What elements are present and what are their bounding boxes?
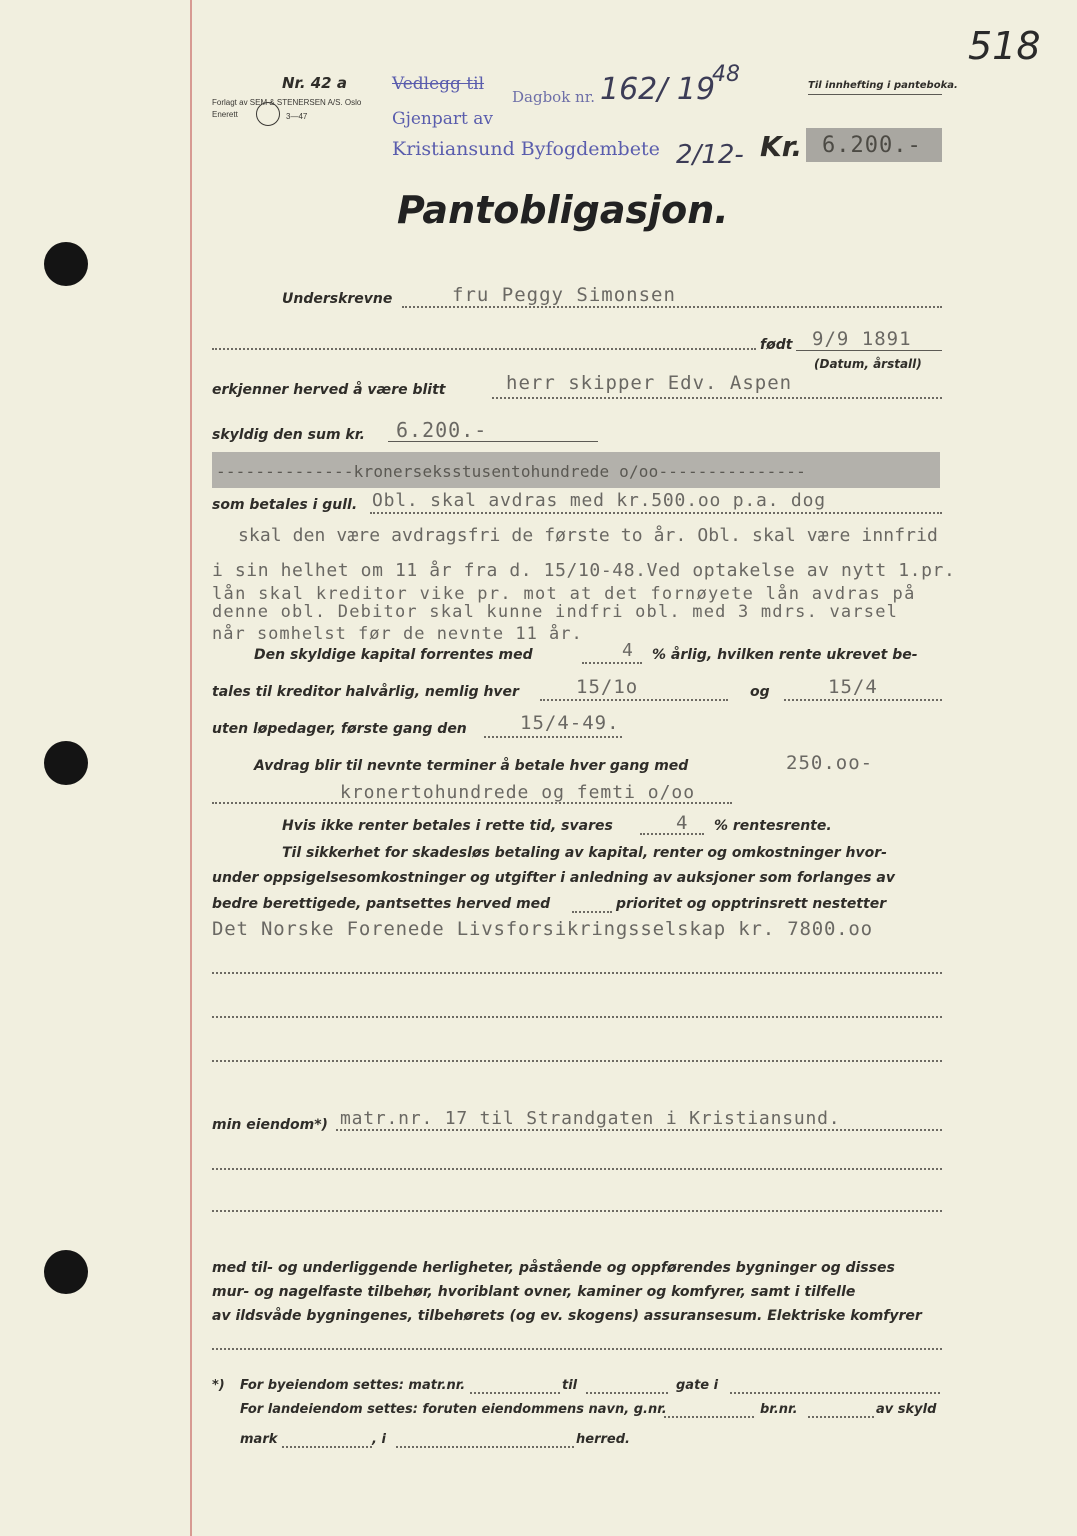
penalty-text: Hvis ikke renter betales i rette tid, svares: [282, 818, 613, 834]
footnote-text: For landeiendom settes: foruten eiendommens navn, g.nr.: [240, 1402, 667, 1417]
footnote-text: , i: [372, 1432, 386, 1447]
footnote-line: [808, 1416, 874, 1418]
blank-line: [212, 1348, 942, 1350]
terms-line: i sin helhet om 11 år fra d. 15/10-48.Ved optakelse av nytt 1.pr.: [212, 560, 956, 581]
gold-value: Obl. skal avdras med kr.500.oo p.a. dog: [372, 490, 826, 511]
halfyear-text: tales til kreditor halvårlig, nemlig hver: [212, 684, 519, 700]
halfyear-og: og: [750, 684, 770, 700]
page-number: 518: [968, 24, 1041, 68]
security-line: bedre berettigede, pantsettes herved med: [212, 896, 551, 912]
blank-line: [212, 1210, 942, 1212]
priority-text: prioritet og opptrinsrett nestetter: [616, 896, 887, 912]
undersigned-line: [402, 306, 942, 308]
punch-hole: [44, 741, 88, 785]
dagbok-label: Dagbok nr.: [512, 88, 596, 106]
terms-line: skal den være avdragsfri de første to år. Obl. skal være innfrid: [238, 525, 938, 546]
terms-line: når somhelst før de nevnte 11 år.: [212, 624, 583, 644]
gold-label: som betales i gull.: [212, 497, 358, 513]
publisher-enerett: Enerett: [212, 110, 238, 119]
halfyear-date1: 15/1o: [576, 676, 639, 698]
footnote-marker: *): [212, 1378, 225, 1393]
halfyear-line1: [540, 699, 728, 701]
sum-label: skyldig den sum kr.: [212, 427, 365, 443]
footnote-line: [586, 1392, 668, 1394]
terms-line: lån skal kreditor vike pr. mot at det fornøyete lån avdras på: [212, 584, 916, 604]
kr-label: Kr.: [760, 130, 803, 163]
interest-line: [582, 662, 642, 664]
footnote-text: gate i: [676, 1378, 719, 1393]
page-title: Pantobligasjon.: [397, 188, 729, 232]
closing-line: av ildsvåde bygningenes, tilbehørets (og ev. skogens) assuransesum. Elektriske komfyrer: [212, 1308, 922, 1324]
stamp-gjenpart: Gjenpart av: [392, 109, 493, 129]
terms-line: denne obl. Debitor skal kunne indfri obl. med 3 mdrs. varsel: [212, 602, 899, 622]
sum-value: 6.200.-: [396, 418, 488, 442]
penalty-value: 4: [676, 812, 689, 834]
publisher-seal-icon: [256, 102, 280, 126]
footnote-text: herred.: [576, 1432, 630, 1447]
creditor-value: herr skipper Edv. Aspen: [506, 372, 793, 394]
penalty-line: [640, 833, 704, 835]
footnote-text: av skyld: [876, 1402, 937, 1417]
avdrag-text: Avdrag blir til nevnte terminer å betale hver gang med: [254, 758, 689, 774]
born-hint: (Datum, årstall): [814, 357, 922, 371]
closing-line: med til- og underliggende herligheter, påstående og oppførendes bygninger og disses: [212, 1260, 895, 1276]
property-line: [336, 1129, 942, 1131]
undersigned-value: fru Peggy Simonsen: [452, 284, 676, 306]
stamp-vedlegg: Vedlegg til: [392, 74, 485, 94]
penalty-text-post: % rentesrente.: [714, 818, 832, 834]
blank-line: [212, 1060, 942, 1062]
blank-line: [212, 972, 942, 974]
header-note: Til innhefting i panteboka.: [808, 80, 958, 91]
first-line: [484, 736, 622, 738]
stamp-office: Kristiansund Byfogdembete: [392, 138, 660, 160]
avdrag-value: 250.oo-: [786, 752, 874, 774]
footnote-line: [470, 1392, 560, 1394]
footnote-line: [282, 1446, 372, 1448]
prior-lien-text: Det Norske Forenede Livsforsikringsselskap kr. 7800.oo: [212, 918, 873, 940]
born-line: [796, 350, 942, 351]
publisher-date: 3—47: [286, 112, 308, 121]
interest-text-post: % årlig, hvilken rente ukrevet be-: [652, 647, 918, 663]
footnote-text: til: [562, 1378, 578, 1393]
halfyear-line2: [784, 699, 942, 701]
halfyear-date2: 15/4: [828, 676, 878, 698]
dagbok-number: 162/ 19: [600, 72, 716, 107]
security-line: Til sikkerhet for skadesløs betaling av kapital, renter og omkostninger hvor-: [282, 845, 887, 861]
first-value: 15/4-49.: [520, 712, 620, 734]
avdrag-words-line: [212, 802, 732, 804]
property-label: min eiendom*): [212, 1117, 328, 1133]
creditor-label: erkjenner herved å være blitt: [212, 382, 446, 398]
header-note-underline: [808, 94, 942, 95]
punch-hole: [44, 1250, 88, 1294]
security-line: under oppsigelsesomkostninger og utgifter i anledning av auksjoner som forlanges av: [212, 870, 895, 886]
blank-line: [212, 1016, 942, 1018]
stamp-date: 2/12-: [676, 140, 744, 170]
interest-text: Den skyldige kapital forrentes med: [254, 647, 533, 663]
gold-line: [370, 512, 942, 514]
footnote-text: For byeiendom settes: matr.nr.: [240, 1378, 466, 1393]
footnote-line: [396, 1446, 574, 1448]
form-number: Nr. 42 a: [282, 74, 347, 92]
interest-value: 4: [622, 640, 634, 661]
footnote-line: [664, 1416, 754, 1418]
footnote-line: [730, 1392, 940, 1394]
blank-line: [212, 1168, 942, 1170]
undersigned-label: Underskrevne: [282, 291, 393, 307]
footnote-text: mark: [240, 1432, 278, 1447]
creditor-line: [492, 397, 942, 399]
born-value: 9/9 1891: [812, 328, 912, 350]
margin-rule: [190, 0, 192, 1536]
born-prefix-line: [212, 348, 756, 350]
amount-value: 6.200.-: [822, 133, 922, 158]
sum-words: --------------kronerseksstusentohundrede o/oo---------------: [216, 462, 806, 481]
avdrag-words: kronertohundrede og femti o/oo: [340, 782, 696, 803]
priority-line: [572, 911, 612, 913]
born-label: født: [760, 337, 793, 353]
publisher-line: Forlagt av SEM & STENERSEN A/S. Oslo: [212, 98, 362, 107]
punch-hole: [44, 242, 88, 286]
first-text: uten løpedager, første gang den: [212, 721, 467, 737]
footnote-text: br.nr.: [760, 1402, 798, 1417]
property-value: matr.nr. 17 til Strandgaten i Kristiansund.: [340, 1108, 841, 1129]
dagbok-year: 48: [712, 62, 740, 87]
closing-line: mur- og nagelfaste tilbehør, hvoriblant ovner, kaminer og komfyrer, samt i tilfelle: [212, 1284, 856, 1300]
